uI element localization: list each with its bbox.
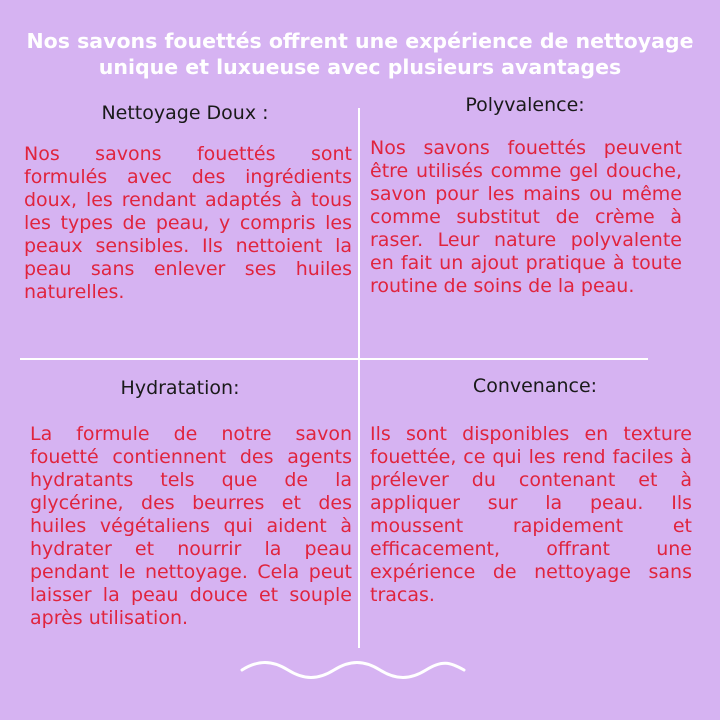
headline: Nos savons fouettés offrent une expérience de nettoyage unique et luxueuse avec plusieurs avantages bbox=[26, 29, 694, 79]
section-title-hydratation: Hydratation: bbox=[120, 377, 240, 399]
section-title-nettoyage-doux: Nettoyage Doux : bbox=[101, 102, 269, 124]
horizontal-divider bbox=[20, 358, 648, 360]
section-body-hydratation: La formule de notre savon fouetté contiennent des agents hydratants tels que de la glycérine, des beurres et des huiles végétaliens qui aident à hydrater et nourrir la peau pendant le nettoyage. Cela peut laisser la peau douce et souple après utilisation. bbox=[30, 423, 352, 629]
section-body-convenance: Ils sont disponibles en texture fouettée, ce qui les rend faciles à prélever du contenant et à appliquer sur la peau. Ils moussent rapidement et efficacement, offrant une expérience de nettoyage sans tracas. bbox=[370, 423, 692, 606]
section-body-nettoyage-doux: Nos savons fouettés sont formulés avec des ingrédients doux, les rendant adaptés à tous les types de peau, y compris les peaux sensibles. Ils nettoient la peau sans enlever ses huiles naturelles. bbox=[24, 143, 352, 303]
section-body-polyvalence: Nos savons fouettés peuvent être utilisés comme gel douche, savon pour les mains ou même comme substitut de crème à raser. Leur nature polyvalente en fait un ajout pratique à toute routine de soins de la peau. bbox=[370, 137, 682, 297]
wavy-line-icon bbox=[238, 658, 468, 688]
section-title-polyvalence: Polyvalence: bbox=[465, 94, 585, 116]
section-title-convenance: Convenance: bbox=[472, 375, 598, 397]
vertical-divider bbox=[358, 108, 360, 648]
